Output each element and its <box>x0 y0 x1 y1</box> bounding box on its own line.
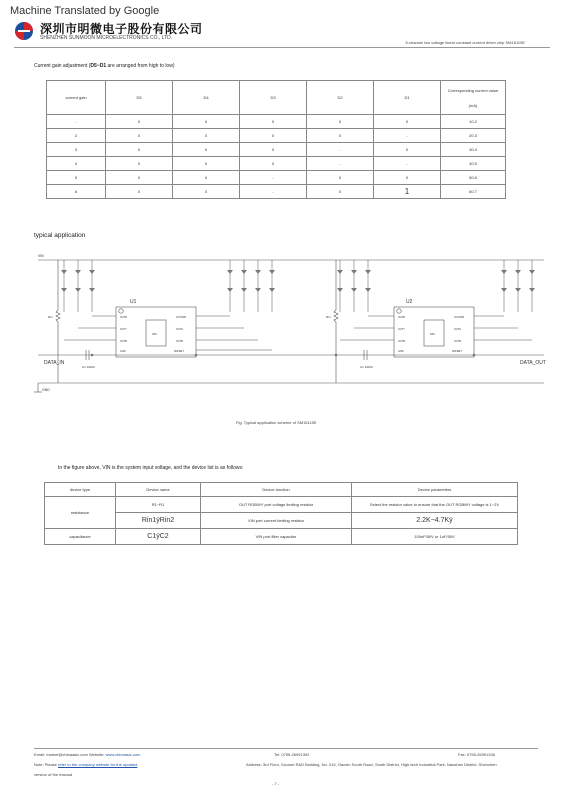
th-current-value-label: Corresponding current value <box>447 87 499 93</box>
u2-pin-label: SDI/RET <box>452 350 462 353</box>
footer-email <box>34 752 140 757</box>
cell-device-param: 2.2K~4.7Kÿ <box>352 513 518 529</box>
cell-device-type: capacitance <box>45 529 116 545</box>
cell: 30.4 <box>441 143 506 157</box>
cell: 0 <box>374 115 441 129</box>
cell-device-name: R1~R1 <box>116 497 201 513</box>
cell: 0 <box>173 115 240 129</box>
cell: - <box>374 129 441 143</box>
cell: 60.7 <box>441 185 506 199</box>
footer-website-link[interactable]: www.chinaasic.com <box>105 752 141 757</box>
device-list-intro: In the figure above, VIN is the system input voltage, and the device list is as follows: <box>58 465 244 471</box>
cell: 20.3 <box>441 129 506 143</box>
logo-chinese-name: 深圳市明微电子股份有限公司 <box>40 22 203 36</box>
u1-pin-label: OUTB <box>120 340 127 343</box>
th-d1: D1 <box>374 81 441 115</box>
figure-caption: Fig. Typical application scheme of SM15115E <box>236 420 317 425</box>
table-row <box>47 171 506 185</box>
u2-pin-label: OUTR <box>398 316 406 319</box>
u1-chip-label: SM <box>152 332 157 336</box>
u2-pin-label: OUTY <box>398 328 405 331</box>
cell: - <box>307 157 374 171</box>
th-device-params: Device parameters <box>352 483 518 497</box>
typical-application-schematic <box>34 252 546 402</box>
cell: 0 <box>106 185 173 199</box>
cell: 4 <box>47 157 106 171</box>
cell-device-function: OUT RGBWY port voltage limiting resistor <box>201 497 352 513</box>
cell: - <box>374 157 441 171</box>
u1-pin-label: GND <box>120 350 126 353</box>
table-row <box>45 513 518 529</box>
cell-device-param: Select the resistor value to ensure that the OUT RGBWY voltage is 1~2V <box>352 497 518 513</box>
cell: 0 <box>240 157 307 171</box>
cell: 0 <box>307 185 374 199</box>
u1-pin-label: OUTY <box>120 328 127 331</box>
footer-note-pre: Note: Please <box>34 762 59 767</box>
th-d3: D3 <box>240 81 307 115</box>
u2-label: U2 <box>406 299 413 305</box>
cell-device-function: VIN port filter capacitor <box>201 529 352 545</box>
current-gain-title-pre: Current gain adjustment ( <box>34 63 91 69</box>
cell-device-type: resistance <box>45 497 116 529</box>
footer-email-text: Email: market@chinaasic.com Website: <box>34 752 106 757</box>
current-gain-title <box>34 63 175 69</box>
cell: 0 <box>307 171 374 185</box>
header-divider <box>14 47 550 48</box>
data-out-label: DATA_OUT <box>520 360 546 366</box>
cell: 0 <box>173 185 240 199</box>
table-row <box>45 529 518 545</box>
cell: 0 <box>307 129 374 143</box>
current-gain-table <box>46 80 506 199</box>
th-device-type: device type <box>45 483 116 497</box>
cell-device-name: C1ÿC2 <box>116 529 201 545</box>
current-gain-title-bold: D5~D1 <box>90 63 107 69</box>
th-d2: D2 <box>307 81 374 115</box>
table-row <box>47 143 506 157</box>
typical-application-title: typical application <box>34 232 86 239</box>
cell-device-param: 100nF/50V or 1uF/50V <box>352 529 518 545</box>
u1-pin-label: OUTB <box>176 340 183 343</box>
rin2-label: Rin <box>326 315 331 319</box>
u2-chip-label: SM <box>430 332 435 336</box>
machine-translated-banner: Machine Translated by Google <box>10 5 160 17</box>
cell: 0 <box>173 171 240 185</box>
table-row <box>47 185 506 199</box>
cell: 0 <box>173 143 240 157</box>
cell: 3 <box>47 143 106 157</box>
cell: - <box>240 171 307 185</box>
footer-tel: Tel: 0755-26991392 <box>274 752 310 757</box>
cell: - <box>307 143 374 157</box>
cell: 0 <box>106 171 173 185</box>
table-header-row <box>47 81 506 115</box>
cell: - <box>240 185 307 199</box>
table-header-row <box>45 483 518 497</box>
table-row <box>47 129 506 143</box>
cell: 0 <box>106 157 173 171</box>
cell: 0 <box>240 143 307 157</box>
th-device-function: Device function <box>201 483 352 497</box>
cell: 50.6 <box>441 171 506 185</box>
footer-note-link[interactable]: refer to the company website for the updated <box>58 762 138 767</box>
th-current-gain: current gain <box>47 81 106 115</box>
u2-pin-label: GND <box>398 350 404 353</box>
u2-pin-label: OUTB <box>398 340 405 343</box>
footer-divider <box>34 748 538 749</box>
current-gain-title-post: are arranged from high to low) <box>106 63 175 69</box>
logo-mark-icon <box>14 21 34 41</box>
data-in-label: DATA_IN <box>44 360 65 366</box>
th-d4: D4 <box>173 81 240 115</box>
cell: 5 <box>47 171 106 185</box>
th-current-value <box>441 81 506 115</box>
cell: 0 <box>173 129 240 143</box>
cell: 0 <box>106 115 173 129</box>
gnd-label: GND <box>42 388 50 392</box>
cell: 0 <box>307 115 374 129</box>
u2-pin-label: OUTB <box>454 340 461 343</box>
cell: 0 <box>240 129 307 143</box>
cell: 0 <box>374 171 441 185</box>
table-row <box>47 157 506 171</box>
u1-pin-label: OUTR <box>120 316 128 319</box>
table-row <box>45 497 518 513</box>
u1-pin-label: OUTW/R <box>176 316 187 319</box>
u1-pin-label: OUTG <box>176 328 184 331</box>
cell: 0 <box>374 143 441 157</box>
c1-label: C1 100nF <box>82 365 96 369</box>
table-row <box>47 115 506 129</box>
cell-device-function: VIN port current limiting resistor <box>201 513 352 529</box>
cell: 10.2 <box>441 115 506 129</box>
page-number: - 7 - <box>272 781 280 786</box>
logo-english-name: SHENZHEN SUNMOON MICROELECTRONICS CO., LTD. <box>40 35 173 41</box>
cell: 6 <box>47 185 106 199</box>
u1-pin-label: SDI/RET <box>174 350 184 353</box>
rin1-label: Rin <box>48 315 53 319</box>
cell-device-name: Rin1ÿRin2 <box>116 513 201 529</box>
u2-pin-label: OUTG <box>454 328 462 331</box>
cell: - <box>47 115 106 129</box>
u1-label: U1 <box>130 299 137 305</box>
cell: 0 <box>106 143 173 157</box>
cell: 1 <box>374 185 441 199</box>
cell: 0 <box>106 129 173 143</box>
footer-address: Address: 3rd Floor, Guowei R&D Building, No. 015, Gaoxin South Road, South District, High-tech Industrial Park, Nanshan District, Shenzhen <box>246 762 497 767</box>
cell: 0 <box>173 157 240 171</box>
th-device-name: Device name <box>116 483 201 497</box>
cell: 40.5 <box>441 157 506 171</box>
vin-label: VIN <box>38 254 44 258</box>
device-list-table <box>44 482 518 545</box>
cell: 2 <box>47 129 106 143</box>
c2-label: C1 100nF <box>360 365 374 369</box>
footer-note-continued: version of the manual <box>34 772 73 777</box>
footer-fax: Fax: 0755-26991336 <box>458 752 495 757</box>
footer-note <box>34 762 137 767</box>
header-product-title: 5-channel low voltage linear constant current driver chip SM15115E <box>405 40 525 45</box>
th-current-value-unit: (mA) <box>468 102 478 108</box>
cell: 0 <box>240 115 307 129</box>
th-d5: D5 <box>106 81 173 115</box>
u2-pin-label: OUTW/R <box>454 316 465 319</box>
